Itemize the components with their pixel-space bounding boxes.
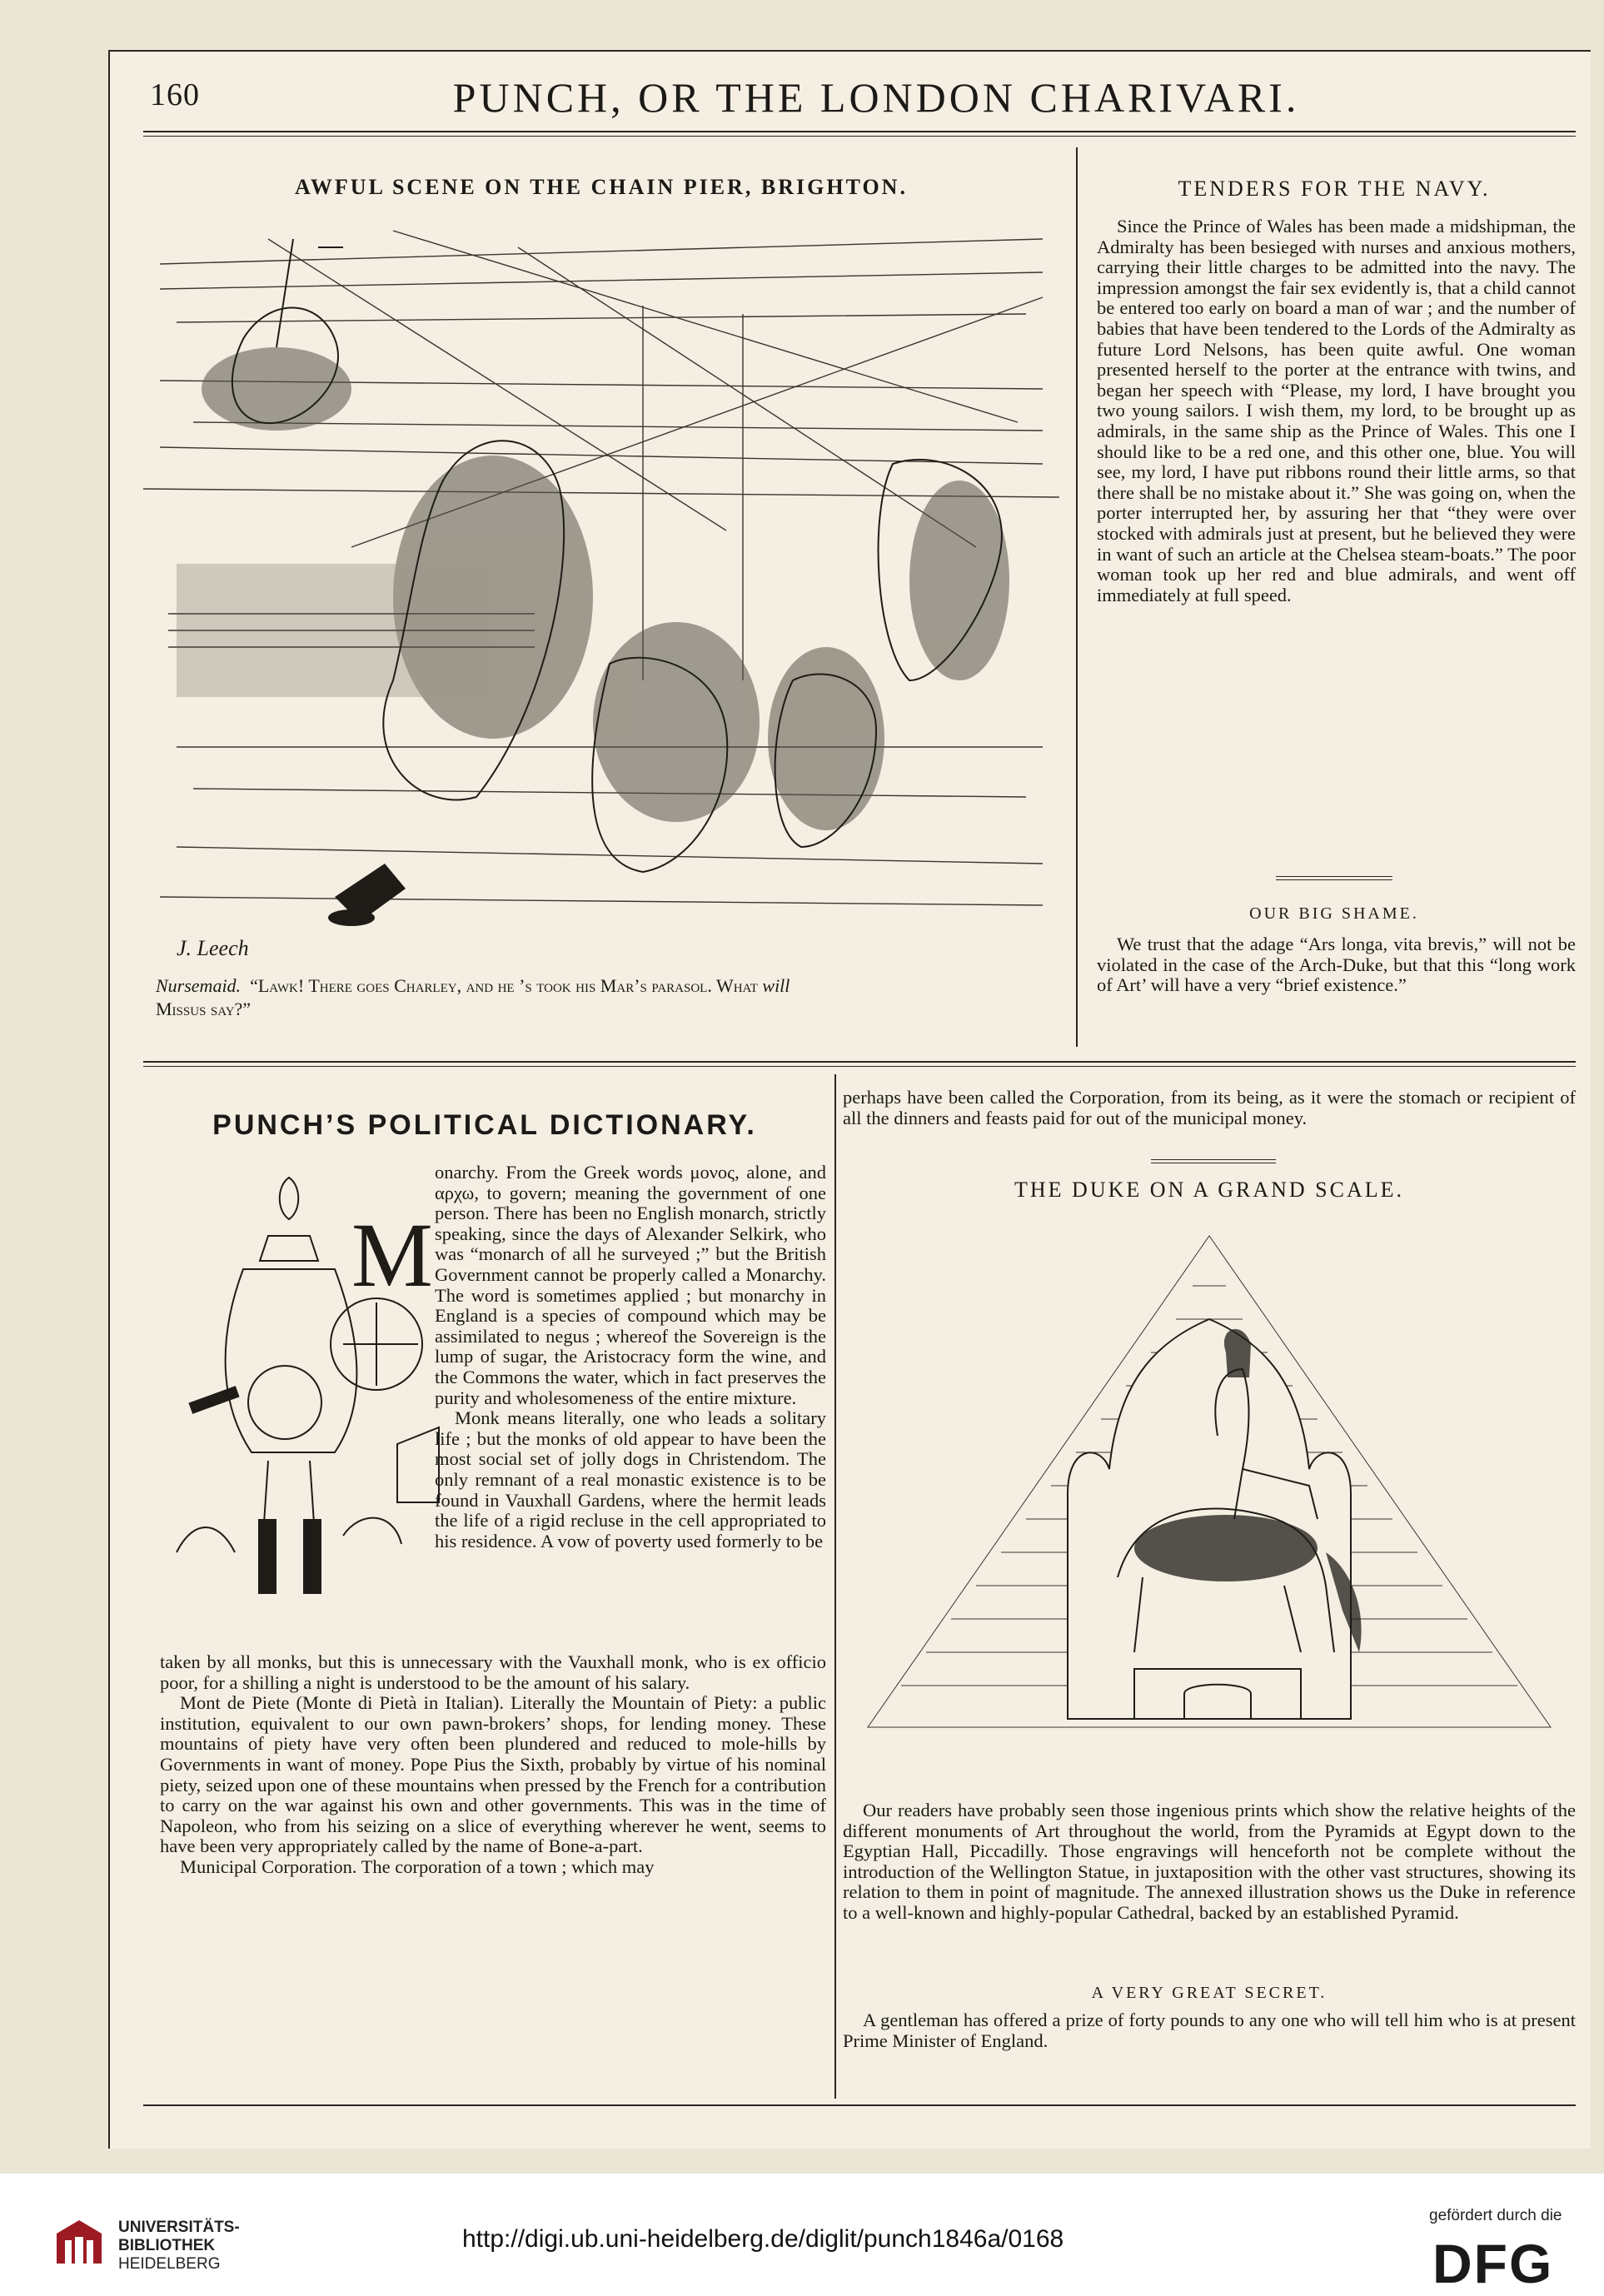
cartoon-title: AWFUL SCENE ON THE CHAIN PIER, BRIGHTON. bbox=[295, 175, 908, 199]
section-divider-3 bbox=[1151, 1159, 1276, 1160]
big-shame-paragraph: We trust that the adage “Ars longa, vita brevis,” will not be violated in the case of the Arch-Duke, but that this “long work of Art’ will have a very “brief existence.” bbox=[1097, 934, 1576, 996]
middle-rule bbox=[143, 1061, 1576, 1063]
secret-title: A VERY GREAT SECRET. bbox=[1091, 1984, 1328, 2002]
duke-pyramid-illustration bbox=[851, 1219, 1567, 1752]
secret-paragraph: A gentleman has offered a prize of forty pounds to any one who will tell him who is at present Prime Minister of England. bbox=[843, 2010, 1576, 2051]
monarchy-entry: onarchy. From the Greek words μονος, alone, and αρχω, to govern; meaning the government of one person. There has been no English monarch, strictly speaking, since the days of Alexander Selkirk, who was “monarch of all he surveyed ;” but the British Government cannot be properly called a Monarchy. The word is sometimes applied ; but monarchy in England is a species of compound which may be assimilated to negus ; whereof the Sovereign is the lump of sugar, the Aristocracy form the wine, and the Commons the water, which in fact preserves the purity and wholesomeness of the entire mixture. bbox=[435, 1162, 826, 1408]
duke-body bbox=[843, 1800, 1576, 1924]
cartoon-signature: J. Leech bbox=[177, 936, 249, 960]
running-head: PUNCH, OR THE LONDON CHARIVARI. bbox=[452, 74, 1300, 121]
header-rule-thin bbox=[143, 136, 1576, 137]
university-library-name bbox=[118, 2219, 240, 2274]
duke-title: THE DUKE ON A GRAND SCALE. bbox=[1014, 1178, 1404, 1202]
library-line-3: HEIDELBERG bbox=[118, 2255, 221, 2273]
document-url-link[interactable]: http://digi.ub.uni-heidelberg.de/diglit/punch1846a/0168 bbox=[462, 2225, 1064, 2253]
tenders-paragraph: Since the Prince of Wales has been made a midshipman, the Admiralty has been besieged with nurses and anxious mothers, carrying their little charges to be admitted into the navy. The impression amongst the fair sex evidently is, that a child cannot be entered too early on board a man of war ; and the number of babies that have been tendered to the Lords of the Admiralty as future Lord Nelsons, has been quite awful. One woman presented herself to the porter at the entrance with twins, and began her speech with “Please, my lord, I have brought you two young sailors. I wish them, my lord, to be brought up as admirals, in the same ship as the Prince of Wales. This one I should like to be a red one, and this other one, blue. You will see, my lord, I have put ribbons round their little arms, so that there shall be no mistake about it.” She was going on, when the porter interrupted her, by assuring her that “they were over stocked with admirals just at present, but he believed they were in want of such an article at the Chelsea steam-boats.” The poor woman took up her red and blue admirals, and went off immediately at full speed. bbox=[1097, 216, 1576, 605]
dictionary-column-right bbox=[435, 1163, 826, 1551]
caption-speaker: Nursemaid. bbox=[156, 975, 242, 996]
mont-de-piete-entry: Mont de Piete (Monte di Pietà in Italian). Literally the Mountain of Piety: a public institution, equivalent to our own pawn-brokers’ shops, for lending money. These mountains of piety have very often been plundered and reduced to mole-hills by Governments in want of money. Pope Pius the Sixth, probably by virtue of his nominal piety, seized upon one of these mountains when pressed by the French for a contribution to carry on the war against his own and other governments. This was in the time of Napoleon, who from his seizing on a slice of everything wherever he went, seems to have been very appropriately called by the name of Bone-a-part. bbox=[160, 1692, 826, 1857]
duke-paragraph: Our readers have probably seen those ingenious prints which show the relative heights of the different monuments of Art throughout the world, from the Pyramids at Egypt down to the Egyptian Hall, Piccadilly. Those engravings will henceforth not be complete without the introduction of the Wellington Statue, in juxtaposition with the other vast structures, showing its relation to them in point of magnitude. The annexed illustration shows us the Duke in reference to a well-known and highly-popular Cathedral, backed by an established Pyramid. bbox=[843, 1800, 1576, 1923]
tenders-title: TENDERS FOR THE NAVY. bbox=[1178, 177, 1491, 201]
middle-rule-thin bbox=[143, 1066, 1576, 1067]
municipal-continued bbox=[843, 1088, 1576, 1128]
column-divider-bottom bbox=[834, 1074, 836, 2099]
municipal-entry: Municipal Corporation. The corporation of a town ; which may bbox=[180, 1855, 655, 1877]
digital-library-footer bbox=[0, 2174, 1604, 2296]
header-rule bbox=[143, 131, 1576, 132]
newspaper-page bbox=[108, 50, 1591, 2149]
section-divider-2 bbox=[1276, 879, 1392, 880]
library-line-1: UNIVERSITÄTS- bbox=[118, 2219, 240, 2236]
drop-cap-m: M bbox=[351, 1204, 433, 1306]
secret-body bbox=[843, 2010, 1576, 2051]
page-number: 160 bbox=[150, 77, 200, 112]
university-library-logo-icon bbox=[50, 2214, 108, 2272]
bottom-rule bbox=[143, 2104, 1576, 2106]
big-shame-body bbox=[1097, 934, 1576, 996]
library-line-2: BIBLIOTHEK bbox=[118, 2237, 216, 2254]
monk-continued: taken by all monks, but this is unnecessary with the Vauxhall monk, who is ex officio poor, for a shilling a night is understood to be the amount of his salary. bbox=[160, 1651, 826, 1693]
dictionary-title: PUNCH’S POLITICAL DICTIONARY. bbox=[212, 1109, 757, 1141]
dfg-logo: DFG bbox=[1432, 2233, 1554, 2294]
big-shame-title: OUR BIG SHAME. bbox=[1249, 904, 1419, 923]
cartoon-caption bbox=[156, 974, 1064, 1021]
caption-text: “Lawk! There goes Charley, and he ’s took his Mar’s parasol. What bbox=[250, 975, 758, 996]
tenders-body bbox=[1097, 217, 1576, 605]
monk-entry: Monk means literally, one who leads a solitary life ; but the monks of old appear to have been the most social set of jolly dogs in Christendom. The only remnant of a real monastic existence is to be found in Vauxhall Gardens, where the hermit leads the life of a rigid recluse in the cell appropriated to his residence. A vow of poverty used formerly to be bbox=[435, 1407, 826, 1551]
caption-end: Missus say?” bbox=[156, 999, 252, 1019]
chain-pier-cartoon bbox=[143, 214, 1059, 964]
column-divider-top bbox=[1076, 147, 1078, 1047]
section-divider bbox=[1276, 876, 1392, 877]
dictionary-column-full bbox=[160, 1652, 826, 1878]
caption-will: will bbox=[762, 975, 790, 996]
funding-caption: gefördert durch die bbox=[1429, 2207, 1562, 2224]
municipal-continued-text: perhaps have been called the Corporation, from its being, as it were the stomach or recipient of all the dinners and feasts paid for out of the municipal money. bbox=[843, 1087, 1576, 1128]
